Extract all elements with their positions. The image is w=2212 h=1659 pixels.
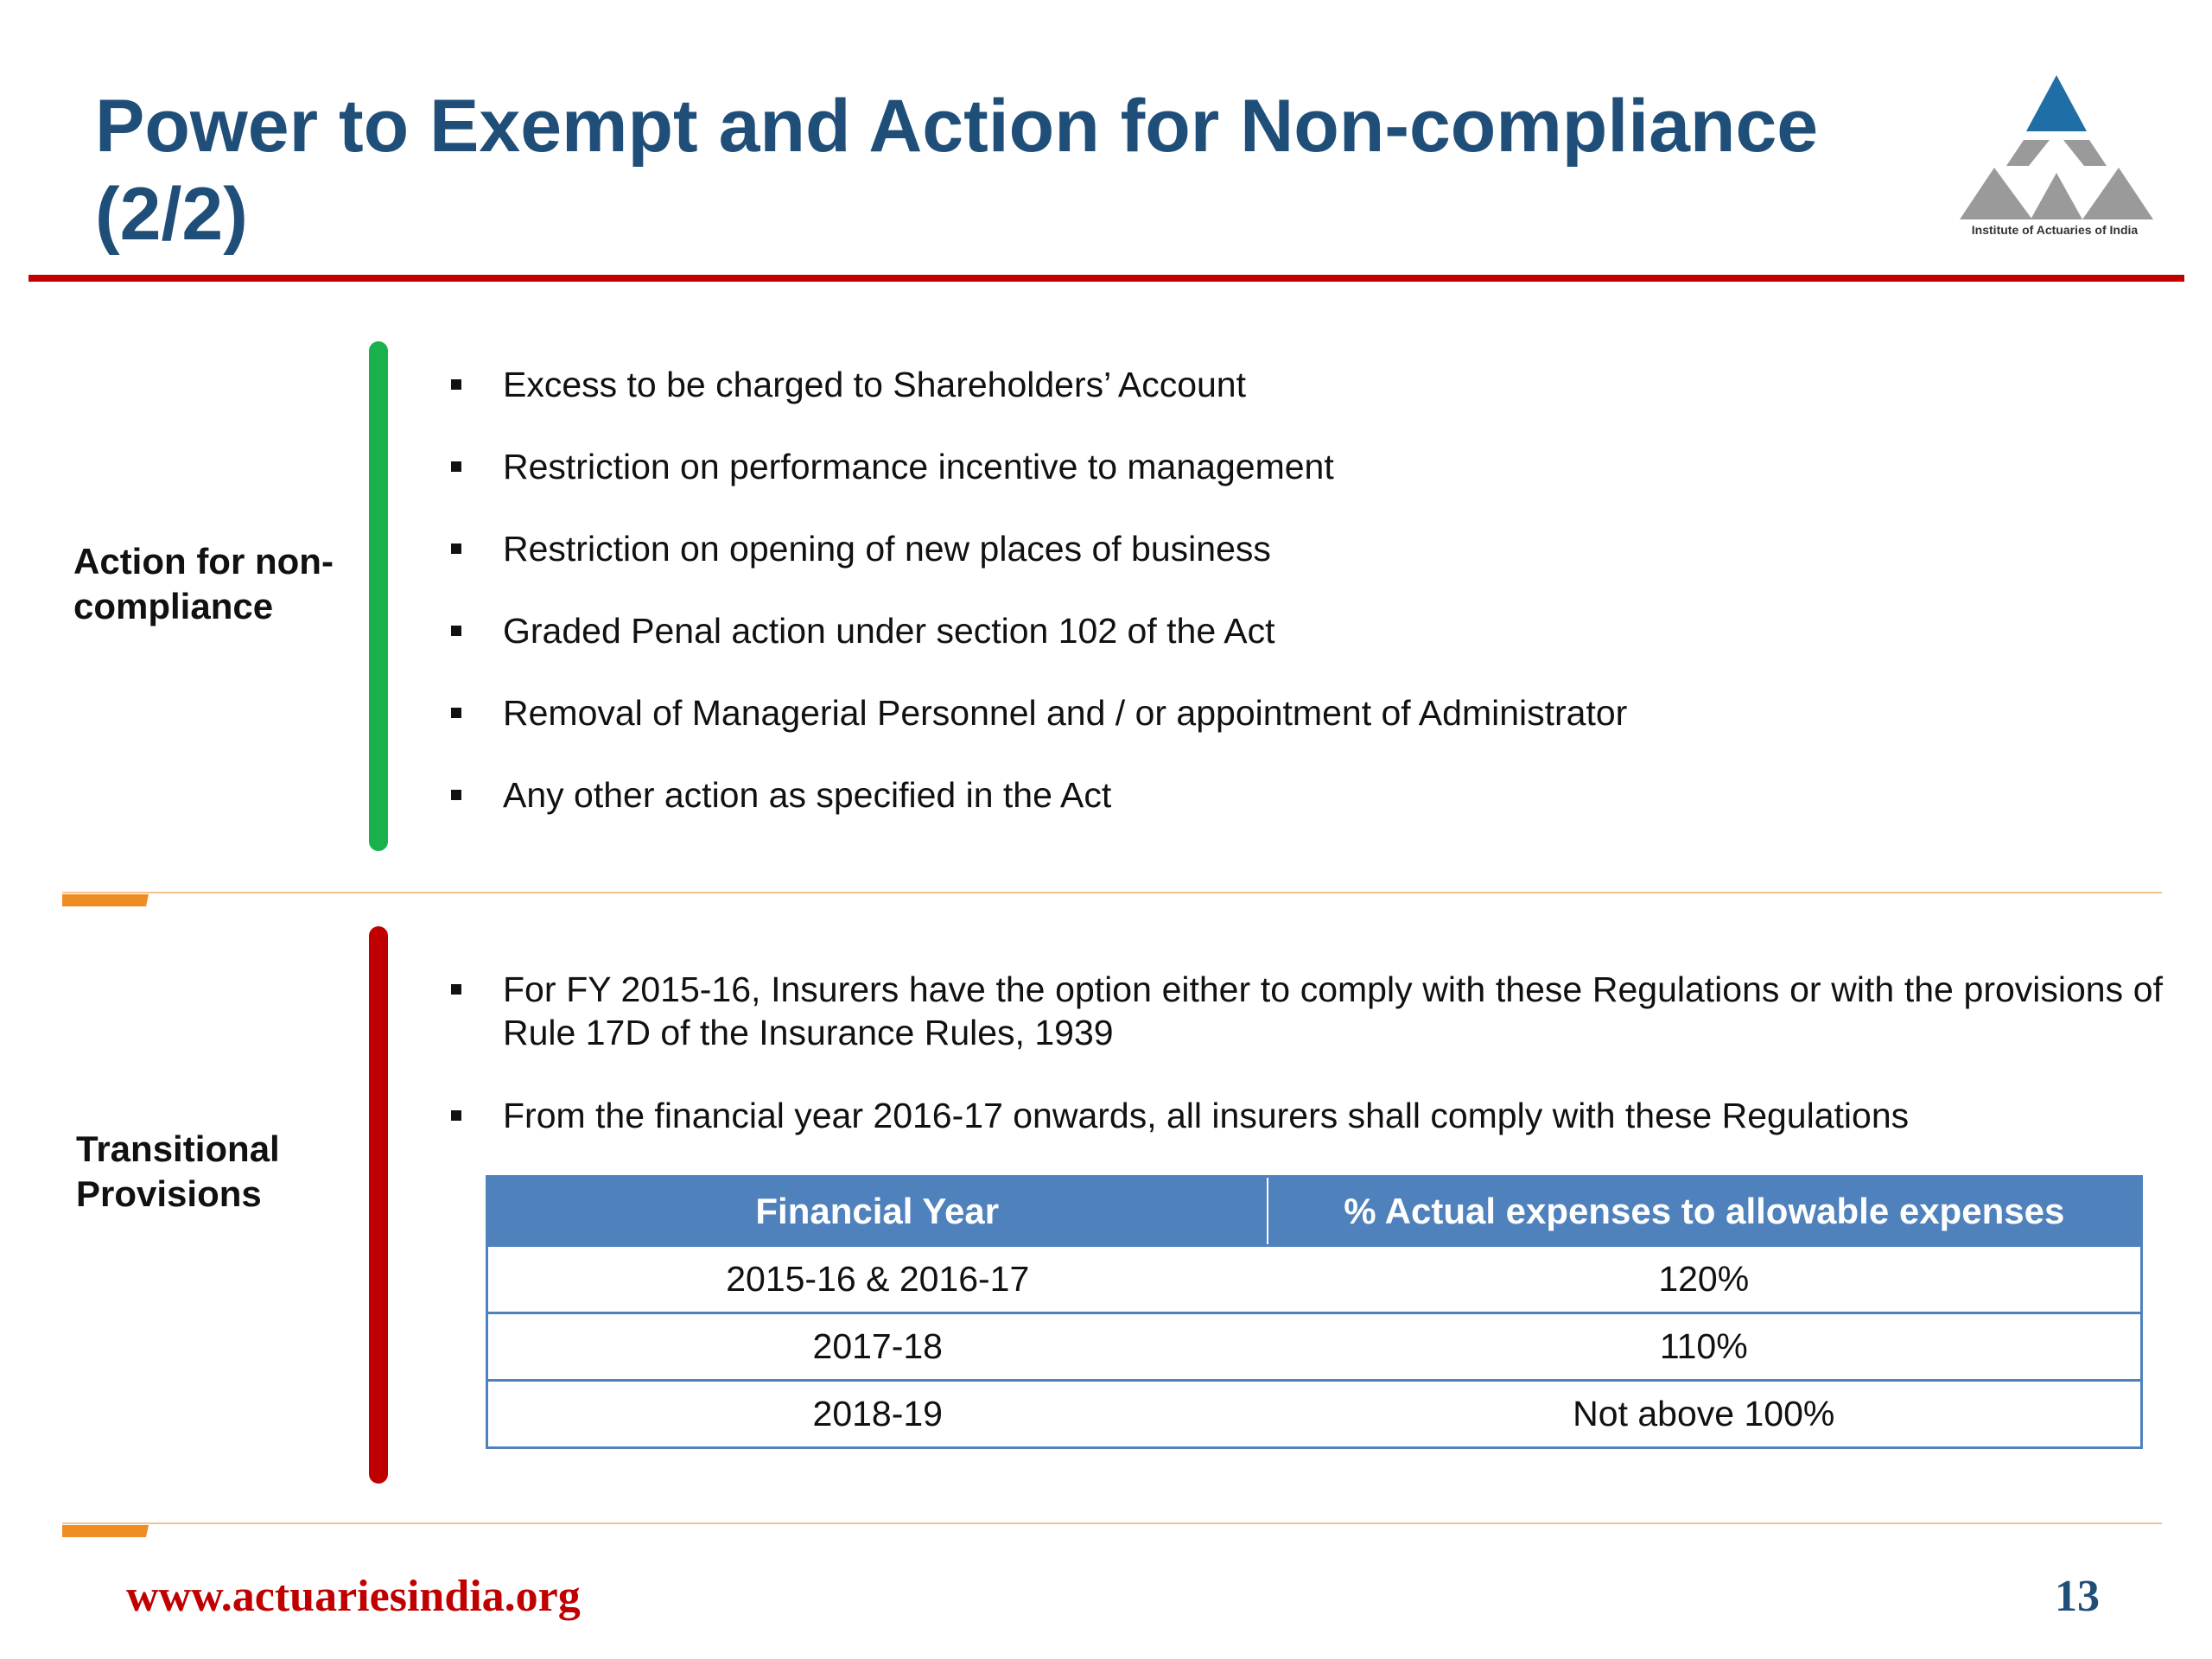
table-cell: Not above 100%	[1268, 1381, 2142, 1448]
table-row	[487, 1246, 2142, 1313]
column-header-financial-year: Financial Year	[487, 1177, 1268, 1246]
section-label-action: Action for non-compliance	[73, 541, 334, 626]
section-separator	[62, 1522, 2162, 1524]
bullet-square-icon	[451, 790, 461, 800]
list-item: Excess to be charged to Shareholders’ Account	[449, 363, 2160, 406]
logo-bottom-left-triangle	[1960, 168, 2032, 219]
footer-website-link[interactable]: www.actuariesindia.org	[126, 1572, 581, 1621]
slide-title: Power to Exempt and Action for Non-compliance (2/2)	[95, 85, 1819, 256]
list-item: Restriction on opening of new places of business	[449, 527, 2160, 570]
list-item: Graded Penal action under section 102 of the Act	[449, 609, 2160, 652]
bullet-square-icon	[451, 626, 461, 636]
page-number: 13	[2055, 1572, 2100, 1621]
separator-tab	[62, 894, 149, 906]
bullet-square-icon	[451, 708, 461, 718]
list-item: From the financial year 2016-17 onwards, all insurers shall comply with these Regulations	[449, 1094, 2163, 1137]
section-bar-red	[369, 926, 388, 1484]
bullet-square-icon	[451, 379, 461, 390]
list-item: For FY 2015-16, Insurers have the option either to comply with these Regulations or with the provisions of Rule 17D of the Insurance Rules, 1939	[449, 968, 2163, 1054]
transitional-bullet-list	[449, 968, 2163, 1177]
bullet-square-icon	[451, 543, 461, 554]
logo-top-triangle	[2026, 75, 2087, 131]
table-cell: 2017-18	[487, 1313, 1268, 1381]
logo-bottom-center-triangle	[2031, 173, 2082, 219]
section-label-transitional: Transitional Provisions	[76, 1128, 280, 1214]
institute-logo	[1953, 71, 2160, 244]
logo-caption: Institute of Actuaries of India	[1971, 223, 2139, 237]
list-item: Any other action as specified in the Act	[449, 773, 2160, 817]
table-cell: 110%	[1268, 1313, 2142, 1381]
expense-limit-table	[486, 1175, 2143, 1449]
separator-tab	[62, 1525, 149, 1537]
action-bullet-list	[449, 363, 2160, 855]
logo-bottom-right-triangle	[2082, 168, 2153, 219]
list-item: Restriction on performance incentive to management	[449, 445, 2160, 488]
table-cell: 2015-16 & 2016-17	[487, 1246, 1268, 1313]
table-cell: 2018-19	[487, 1381, 1268, 1448]
section-separator	[62, 892, 2162, 893]
bullet-square-icon	[451, 1110, 461, 1121]
section-bar-green	[369, 341, 388, 851]
list-item: Removal of Managerial Personnel and / or appointment of Administrator	[449, 691, 2160, 734]
logo-left-shape	[2006, 140, 2050, 166]
bullet-square-icon	[451, 984, 461, 995]
logo-right-shape	[2063, 140, 2107, 166]
table-row	[487, 1313, 2142, 1381]
title-divider	[29, 275, 2184, 282]
table-row	[487, 1381, 2142, 1448]
bullet-square-icon	[451, 461, 461, 472]
table-cell: 120%	[1268, 1246, 2142, 1313]
column-header-expense-ratio: % Actual expenses to allowable expenses	[1268, 1177, 2142, 1246]
table-header-row	[487, 1177, 2142, 1246]
